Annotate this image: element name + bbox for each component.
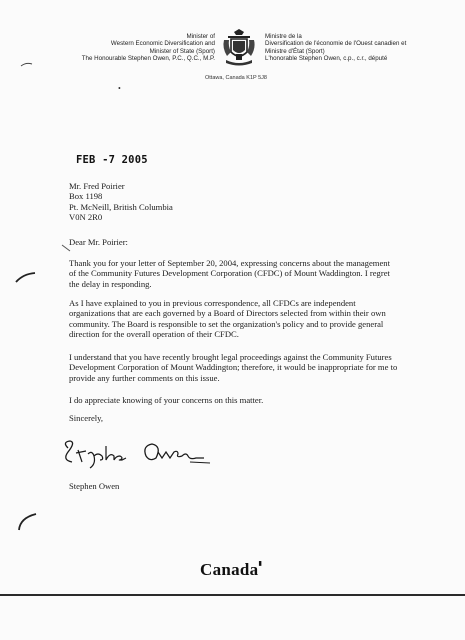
scan-mark	[20, 60, 34, 68]
recipient-line: Box 1198	[69, 191, 103, 202]
letterhead-en-line: Minister of State (Sport)	[149, 47, 215, 55]
letterhead-fr-line: Diversification de l'économie de l'Ouest canadien et	[265, 40, 407, 48]
recipient-line: V0N 2R0	[69, 212, 103, 223]
scan-speck: •	[118, 84, 121, 93]
letterhead-english-block	[20, 33, 215, 63]
handwritten-signature	[60, 438, 220, 472]
recipient-line: Mr. Fred Poirier	[69, 181, 125, 191]
flag-icon: ▮	[258, 561, 263, 567]
paragraph-4: I do appreciate knowing of your concerns on this matter.	[69, 395, 264, 405]
date-stamp: FEB -7 2005	[76, 154, 148, 166]
signer-name: Stephen Owen	[69, 481, 120, 491]
closing: Sincerely,	[69, 413, 104, 423]
letterhead-address: Ottawa, Canada K1P 5J8	[205, 75, 267, 81]
letterhead-en-line: The Honourable Stephen Owen, P.C., Q.C., M.P.	[81, 55, 215, 63]
letterhead-french-block	[265, 33, 406, 63]
paragraph-3: I understand that you have recently brought legal proceedings against the Community Futures Development Corporation of Mount Waddington; therefore, it would be inappropriate for me to provide any further comments on this issue.	[69, 352, 398, 383]
letterhead-en-line: Western Economic Diversification and	[110, 40, 215, 48]
letterhead-fr-line: L'honorable Stephen Owen, c.p., c.r., député	[265, 55, 388, 63]
coat-of-arms-icon	[222, 28, 256, 68]
canada-wordmark-text: Canada	[200, 560, 259, 579]
letterhead-fr-line: Ministre de la	[265, 33, 302, 40]
recipient-line: Pt. McNeill, British Columbia	[69, 201, 173, 212]
canada-wordmark	[200, 560, 262, 580]
letterhead-fr-line: Ministre d'État (Sport)	[265, 47, 325, 55]
letterhead-en-line: Minister of	[186, 33, 215, 40]
salutation: Dear Mr. Poirier:	[69, 237, 128, 247]
scan-mark	[18, 512, 38, 532]
paragraph-1: Thank you for your letter of September 20, 2004, expressing concerns about the management of the Community Futures Development Corporation (CFDC) of Mount Waddington. I regret the delay in responding.	[69, 258, 390, 289]
scan-mark	[15, 272, 37, 284]
page-edge-line	[0, 594, 465, 596]
paragraph-2: As I have explained to you in previous correspondence, all CFDCs are independent organizations that are each governed by a Board of Directors selected from within their own community. The Board is responsible to set the organization's policy and to provide general direction for the overall operation of their CFDC.	[69, 298, 386, 340]
recipient-address	[69, 181, 173, 223]
